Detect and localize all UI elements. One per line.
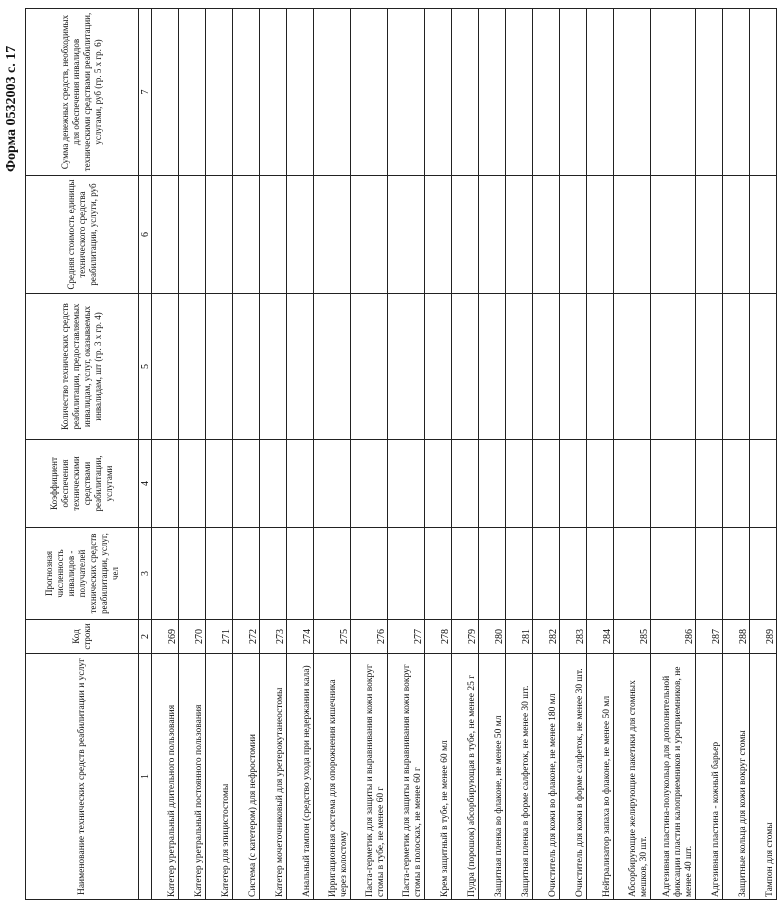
value-cell-col-6	[479, 176, 506, 294]
row-code: 280	[479, 620, 506, 654]
row-code: 274	[287, 620, 314, 654]
table-row	[287, 9, 314, 900]
value-cell-col-3	[560, 528, 587, 620]
value-cell-col-7	[479, 9, 506, 176]
value-cell-col-3	[179, 528, 206, 620]
value-cell-col-7	[560, 9, 587, 176]
value-cell-col-4	[723, 440, 750, 528]
row-name: Нейтрализатор запаха во флаконе, не менее 50 мл	[587, 654, 614, 900]
value-cell-col-4	[206, 440, 233, 528]
value-cell-col-4	[696, 440, 723, 528]
value-cell-col-6	[233, 176, 260, 294]
value-cell-col-7	[388, 9, 425, 176]
value-cell-col-7	[152, 9, 179, 176]
column-number: 2	[139, 620, 152, 654]
row-code: 281	[506, 620, 533, 654]
header-code: Код строки	[26, 620, 139, 654]
value-cell-col-6	[452, 176, 479, 294]
value-cell-col-3	[351, 528, 388, 620]
table-row	[206, 9, 233, 900]
table-row	[452, 9, 479, 900]
value-cell-col-4	[587, 440, 614, 528]
value-cell-col-6	[750, 176, 777, 294]
value-cell-col-3	[152, 528, 179, 620]
row-code: 288	[723, 620, 750, 654]
row-name: Система (с катетером) для нефростомии	[233, 654, 260, 900]
value-cell-col-5	[152, 294, 179, 440]
value-cell-col-6	[314, 176, 351, 294]
value-cell-col-5	[587, 294, 614, 440]
value-cell-col-3	[587, 528, 614, 620]
value-cell-col-5	[560, 294, 587, 440]
value-cell-col-5	[651, 294, 696, 440]
row-name: Паста-герметик для защиты и выравнивания кожи вокруг стомы в полосках, не менее 60 г	[388, 654, 425, 900]
column-number: 6	[139, 176, 152, 294]
table-row	[533, 9, 560, 900]
value-cell-col-3	[750, 528, 777, 620]
row-name: Паста-герметик для защиты и выравнивания кожи вокруг стомы в тубе, не менее 60 г	[351, 654, 388, 900]
value-cell-col-5	[206, 294, 233, 440]
value-cell-col-7	[287, 9, 314, 176]
table-row	[750, 9, 777, 900]
value-cell-col-4	[152, 440, 179, 528]
row-code: 286	[651, 620, 696, 654]
value-cell-col-3	[723, 528, 750, 620]
value-cell-col-5	[506, 294, 533, 440]
row-code: 282	[533, 620, 560, 654]
value-cell-col-6	[696, 176, 723, 294]
value-cell-col-3	[614, 528, 651, 620]
value-cell-col-7	[696, 9, 723, 176]
column-number: 4	[139, 440, 152, 528]
value-cell-col-5	[179, 294, 206, 440]
value-cell-col-3	[233, 528, 260, 620]
value-cell-col-6	[152, 176, 179, 294]
value-cell-col-6	[260, 176, 287, 294]
row-code: 271	[206, 620, 233, 654]
value-cell-col-6	[506, 176, 533, 294]
value-cell-col-7	[533, 9, 560, 176]
row-code: 285	[614, 620, 651, 654]
table-row	[723, 9, 750, 900]
table-row	[314, 9, 351, 900]
table-row	[260, 9, 287, 900]
row-code: 270	[179, 620, 206, 654]
row-name: Анальный тампон (средство ухода при недержании кала)	[287, 654, 314, 900]
column-number: 1	[139, 654, 152, 900]
value-cell-col-3	[314, 528, 351, 620]
row-code: 276	[351, 620, 388, 654]
table-row	[506, 9, 533, 900]
table-row	[388, 9, 425, 900]
row-name: Катетер мочеточниковый для уретерокутанеостомы	[260, 654, 287, 900]
value-cell-col-6	[651, 176, 696, 294]
header-unit-cost: Средняя стоимость единицы технического средства реабилитации, услуги, руб	[26, 176, 139, 294]
table-row	[479, 9, 506, 900]
value-cell-col-6	[723, 176, 750, 294]
row-name: Очиститель для кожи во флаконе, не менее 180 мл	[533, 654, 560, 900]
value-cell-col-7	[233, 9, 260, 176]
value-cell-col-7	[179, 9, 206, 176]
value-cell-col-7	[723, 9, 750, 176]
value-cell-col-5	[723, 294, 750, 440]
row-name: Крем защитный в тубе, не менее 60 мл	[425, 654, 452, 900]
row-code: 289	[750, 620, 777, 654]
row-name: Абсорбирующие желирующие пакетики для стомных мешков, 30 шт.	[614, 654, 651, 900]
value-cell-col-5	[314, 294, 351, 440]
header-row	[26, 9, 139, 900]
row-name: Защитная пленка в форме салфеток, не менее 30 шт.	[506, 654, 533, 900]
value-cell-col-4	[560, 440, 587, 528]
table-row	[179, 9, 206, 900]
value-cell-col-6	[206, 176, 233, 294]
value-cell-col-3	[388, 528, 425, 620]
value-cell-col-3	[206, 528, 233, 620]
value-cell-col-5	[614, 294, 651, 440]
row-code: 279	[452, 620, 479, 654]
value-cell-col-6	[388, 176, 425, 294]
row-code: 277	[388, 620, 425, 654]
value-cell-col-7	[314, 9, 351, 176]
row-name: Ирригационная система для опорожнения кишечника через колостому	[314, 654, 351, 900]
value-cell-col-6	[614, 176, 651, 294]
value-cell-col-7	[452, 9, 479, 176]
value-cell-col-5	[479, 294, 506, 440]
table-row	[425, 9, 452, 900]
value-cell-col-4	[425, 440, 452, 528]
value-cell-col-7	[651, 9, 696, 176]
table-row	[233, 9, 260, 900]
value-cell-col-3	[533, 528, 560, 620]
value-cell-col-6	[179, 176, 206, 294]
row-name: Пудра (порошок) абсорбирующая в тубе, не менее 25 г	[452, 654, 479, 900]
value-cell-col-5	[287, 294, 314, 440]
row-name: Адгезивная пластина-полукольцо для дополнительной фиксации пластин калоприемников и уроприемников, не менее 40 шт.	[651, 654, 696, 900]
value-cell-col-4	[314, 440, 351, 528]
value-cell-col-3	[506, 528, 533, 620]
column-number: 5	[139, 294, 152, 440]
row-name: Катетер уретральный длительного пользования	[152, 654, 179, 900]
table-row	[351, 9, 388, 900]
row-name: Катетер для эпицистостомы	[206, 654, 233, 900]
value-cell-col-4	[351, 440, 388, 528]
row-name: Защитные кольца для кожи вокруг стомы	[723, 654, 750, 900]
rehab-means-table	[25, 8, 777, 900]
value-cell-col-7	[506, 9, 533, 176]
value-cell-col-4	[506, 440, 533, 528]
value-cell-col-7	[750, 9, 777, 176]
column-number: 7	[139, 9, 152, 176]
row-code: 269	[152, 620, 179, 654]
row-name: Катетер уретральный постоянного пользования	[179, 654, 206, 900]
value-cell-col-4	[260, 440, 287, 528]
header-recipients: Прогнозная численность инвалидов - получателей технических средств реабилитации, услуг, чел	[26, 528, 139, 620]
value-cell-col-5	[233, 294, 260, 440]
value-cell-col-5	[351, 294, 388, 440]
value-cell-col-4	[233, 440, 260, 528]
value-cell-col-4	[388, 440, 425, 528]
value-cell-col-5	[750, 294, 777, 440]
value-cell-col-7	[425, 9, 452, 176]
table-row	[587, 9, 614, 900]
value-cell-col-4	[651, 440, 696, 528]
row-name: Очиститель для кожи в форме салфеток, не менее 30 шт.	[560, 654, 587, 900]
value-cell-col-3	[260, 528, 287, 620]
value-cell-col-3	[425, 528, 452, 620]
value-cell-col-6	[287, 176, 314, 294]
value-cell-col-4	[533, 440, 560, 528]
value-cell-col-4	[614, 440, 651, 528]
value-cell-col-3	[287, 528, 314, 620]
header-quantity: Количество технических средств реабилитации, предоставляемых инвалидам, услуг, оказываемых инвалидам, шт (гр. 3 х гр. 4)	[26, 294, 139, 440]
table-row	[614, 9, 651, 900]
value-cell-col-7	[260, 9, 287, 176]
value-cell-col-6	[587, 176, 614, 294]
value-cell-col-7	[206, 9, 233, 176]
row-code: 273	[260, 620, 287, 654]
value-cell-col-6	[560, 176, 587, 294]
value-cell-col-6	[351, 176, 388, 294]
value-cell-col-3	[479, 528, 506, 620]
column-number: 3	[139, 528, 152, 620]
value-cell-col-4	[750, 440, 777, 528]
header-total-sum: Сумма денежных средств, необходимых для обеспечения инвалидов техническими средствами реабилитации, услугами, руб (гр. 5 х гр. 6)	[26, 9, 139, 176]
value-cell-col-3	[696, 528, 723, 620]
row-code: 278	[425, 620, 452, 654]
row-name: Адгезивная пластина - кожный барьер	[696, 654, 723, 900]
value-cell-col-3	[452, 528, 479, 620]
row-name: Тампон для стомы	[750, 654, 777, 900]
row-code: 272	[233, 620, 260, 654]
row-code: 275	[314, 620, 351, 654]
value-cell-col-5	[452, 294, 479, 440]
column-number-row	[139, 9, 152, 900]
value-cell-col-3	[651, 528, 696, 620]
form-label: Форма 0532003 с. 17	[4, 45, 19, 172]
table-row	[696, 9, 723, 900]
value-cell-col-6	[533, 176, 560, 294]
row-code: 283	[560, 620, 587, 654]
table-row	[651, 9, 696, 900]
row-name: Защитная пленка во флаконе, не менее 50 мл	[479, 654, 506, 900]
value-cell-col-5	[388, 294, 425, 440]
table-row	[152, 9, 179, 900]
value-cell-col-5	[425, 294, 452, 440]
header-coefficient: Коэффициент обеспечения техническими средствами реабилитации, услугами	[26, 440, 139, 528]
value-cell-col-4	[179, 440, 206, 528]
value-cell-col-4	[287, 440, 314, 528]
table-row	[560, 9, 587, 900]
table-body	[152, 9, 777, 900]
value-cell-col-4	[479, 440, 506, 528]
value-cell-col-5	[533, 294, 560, 440]
value-cell-col-5	[696, 294, 723, 440]
value-cell-col-6	[425, 176, 452, 294]
row-code: 284	[587, 620, 614, 654]
value-cell-col-7	[587, 9, 614, 176]
value-cell-col-7	[351, 9, 388, 176]
row-code: 287	[696, 620, 723, 654]
header-name: Наименование технических средств реабилитации и услуг	[26, 654, 139, 900]
value-cell-col-7	[614, 9, 651, 176]
value-cell-col-5	[260, 294, 287, 440]
value-cell-col-4	[452, 440, 479, 528]
